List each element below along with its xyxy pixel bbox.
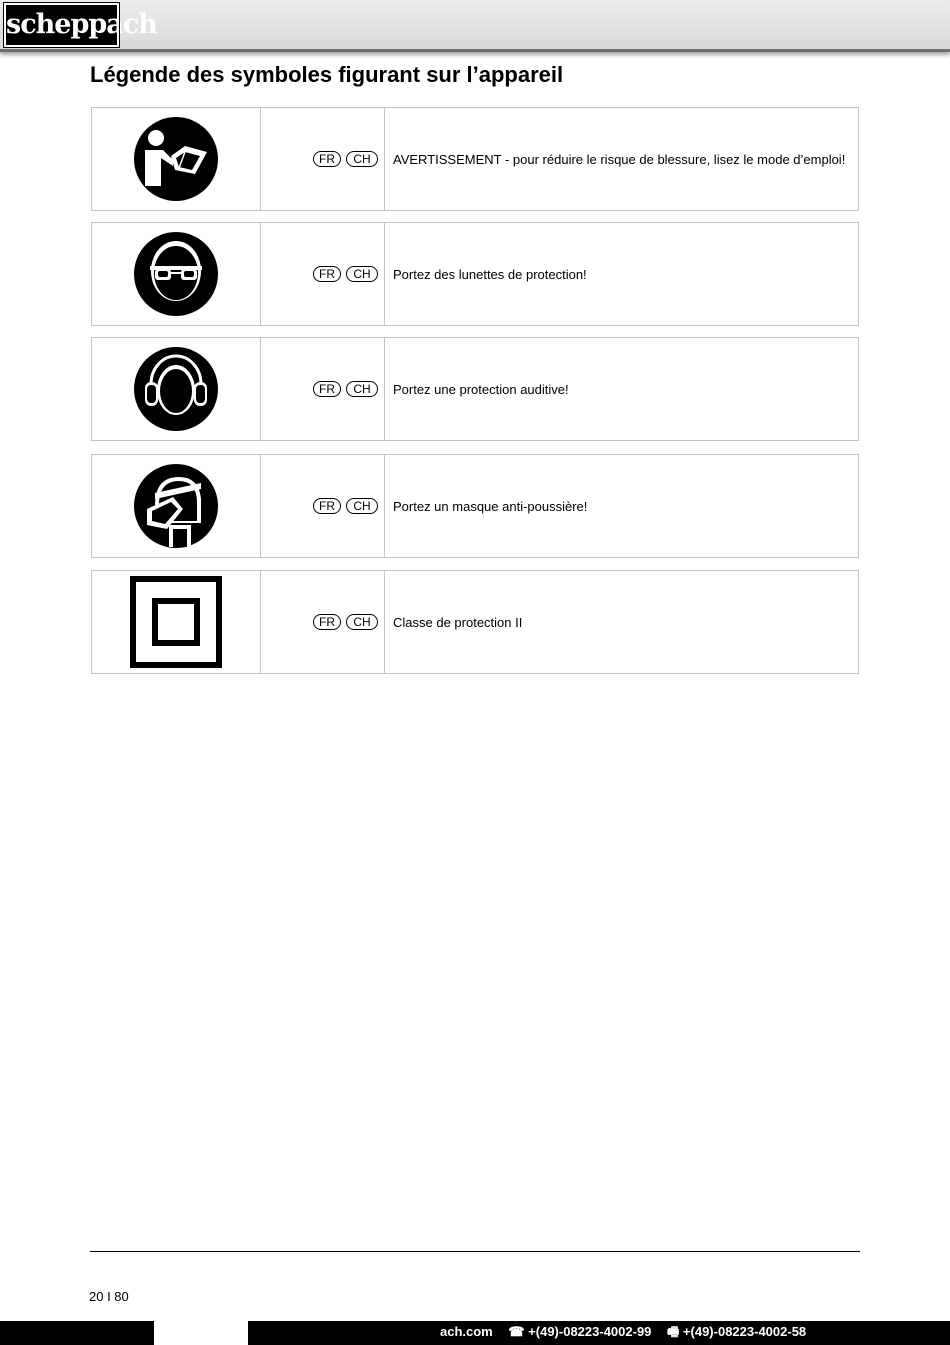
- language-badges: [261, 108, 385, 210]
- safety-goggles-icon: [92, 223, 261, 325]
- symbol-row-dust-mask: [91, 454, 859, 558]
- page-title: Légende des symboles figurant sur l’appareil: [90, 62, 564, 87]
- dust-mask-icon: [92, 455, 261, 557]
- symbol-row-ear-protection: [91, 337, 859, 441]
- language-badges: [261, 338, 385, 440]
- lang-badge-fr: FR: [313, 151, 341, 167]
- brand-logo: scheppach: [4, 3, 119, 47]
- header-bar: [0, 0, 950, 52]
- read-manual-icon: [92, 108, 261, 210]
- protection-class-ii-icon: [92, 571, 261, 673]
- ear-protection-icon: [92, 338, 261, 440]
- lang-badge-fr: FR: [313, 266, 341, 282]
- symbol-row-protection-class-ii: [91, 570, 859, 674]
- lang-badge-ch: CH: [346, 498, 378, 514]
- lang-badge-ch: CH: [346, 266, 378, 282]
- lang-badge-fr: FR: [313, 381, 341, 397]
- symbol-description: Portez un masque anti-poussière!: [393, 498, 588, 514]
- footer-bar: [0, 1321, 950, 1345]
- symbol-description: AVERTISSEMENT - pour réduire le risque de blessure, lisez le mode d’emploi!: [393, 151, 846, 167]
- symbol-description: Classe de protection II: [393, 614, 523, 630]
- phone-number: ☎ +(49)-08223-4002-99: [508, 1324, 652, 1339]
- website-link[interactable]: ach.com: [440, 1324, 493, 1339]
- language-badges: [261, 223, 385, 325]
- footer-contact: [440, 1321, 818, 1345]
- lang-badge-fr: FR: [313, 614, 341, 630]
- symbol-row-read-manual: [91, 107, 859, 211]
- symbol-row-safety-goggles: [91, 222, 859, 326]
- footer-gap: [154, 1321, 248, 1345]
- page-number: 20 I 80: [89, 1289, 129, 1304]
- language-badges: [261, 571, 385, 673]
- lang-badge-ch: CH: [346, 151, 378, 167]
- language-badges: [261, 455, 385, 557]
- lang-badge-ch: CH: [346, 614, 378, 630]
- lang-badge-fr: FR: [313, 498, 341, 514]
- footer-divider: [90, 1251, 860, 1252]
- lang-badge-ch: CH: [346, 381, 378, 397]
- fax-number: 🖷 +(49)-08223-4002-58: [667, 1324, 807, 1339]
- symbol-description: Portez des lunettes de protection!: [393, 266, 587, 282]
- symbol-description: Portez une protection auditive!: [393, 381, 569, 397]
